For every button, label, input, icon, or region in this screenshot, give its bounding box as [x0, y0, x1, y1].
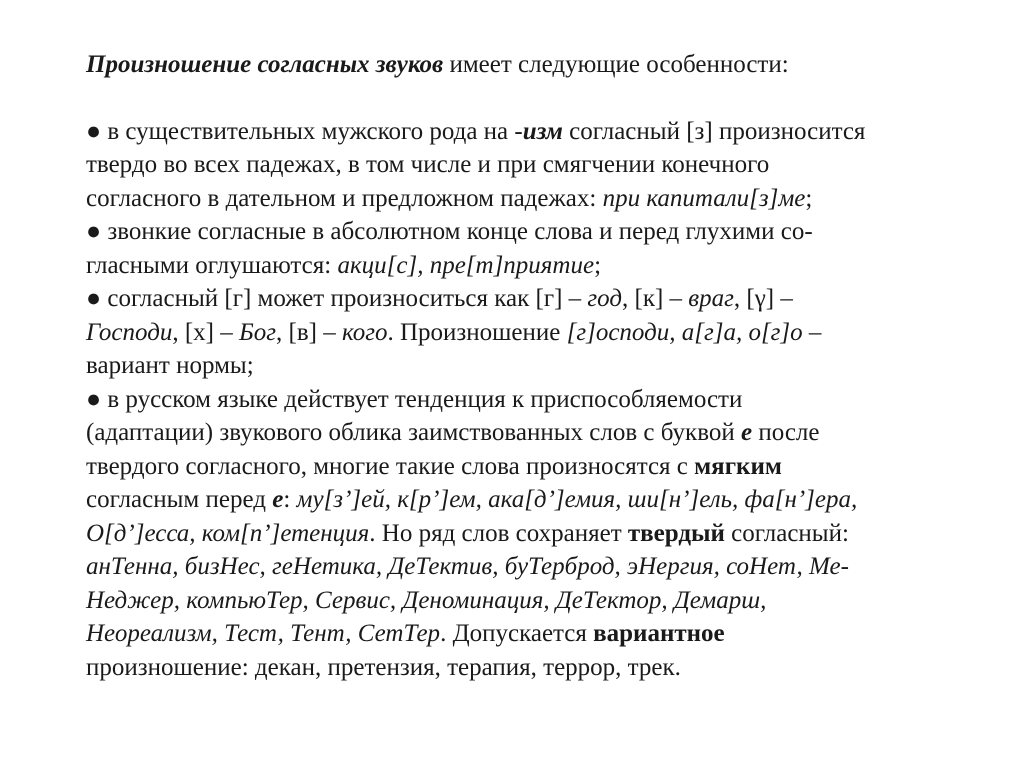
bullet-4-line-6: анТенна, бизНес, геНетика, ДеТектив, буТерброд, эНергия, соНет, Ме- [86, 553, 849, 580]
text-segment: ; [594, 251, 602, 279]
emphasis-variant: вариантное [593, 620, 725, 647]
text-segment: твердого согласного, многие такие слова произносятся с [86, 452, 695, 480]
intro-line [86, 48, 976, 82]
bullet-3 [86, 282, 976, 383]
text-segment: согласный: [724, 519, 849, 547]
bullet-1-line-2: твердо во всех падежах, в том числе и при смягчении конечного [86, 151, 770, 178]
text-segment: . Но ряд слов сохраняет [369, 519, 628, 547]
example: кого [341, 318, 388, 346]
text-segment: : [283, 486, 297, 513]
intro-rest: имеет следующие особенности: [443, 51, 789, 78]
text-segment: , [γ] – [733, 285, 793, 312]
text-segment: гласными оглушаются: [86, 251, 338, 279]
bullet-4-line-8 [86, 617, 976, 651]
bullet-3-line-3: вариант нормы; [86, 352, 254, 379]
text-segment: ● в существительных мужского рода на - [86, 117, 523, 145]
bullet-4-line-3 [86, 450, 976, 484]
bullet-4-line-2 [86, 416, 976, 450]
example: [г]осподи, а[г]а, о[г]о – [566, 318, 822, 346]
example: Неореализм, Тест, Тент, СетТер [86, 620, 441, 647]
bullet-4-line-9: произношение: декан, претензия, терапия, террор, трек. [86, 653, 681, 681]
text-segment: , [в] – [276, 318, 342, 346]
bullet-2 [86, 215, 976, 282]
bullet-1 [86, 115, 976, 216]
example: Господи [86, 318, 173, 346]
text-segment: , [к] – [622, 285, 689, 312]
bullet-1-line-3 [86, 182, 976, 216]
bullet-4-line-7: Неджер, компьюТер, Сервис, Деноминация, ДеТектор, Демарш, [86, 586, 767, 614]
text-segment: после [752, 419, 820, 446]
intro-title: Произношение согласных звуков [86, 51, 444, 78]
bullet-4 [86, 383, 976, 685]
text-segment: . Допускается [440, 620, 594, 647]
bullet-2-line-2 [86, 249, 976, 283]
bullet-4-line-4 [86, 483, 976, 517]
example: Бог [239, 318, 276, 346]
example: год [587, 285, 622, 312]
text-segment: ; [805, 184, 813, 212]
text-segment: согласного в дательном и предложном падежах: [86, 184, 603, 212]
example: О[д’]есса, ком[п’]етенция [86, 519, 370, 547]
letter-e: е [272, 486, 284, 513]
example: му[з’]ей, к[р’]ем, ака[д’]емия, ши[н’]ель, фа[н’]ера, [296, 486, 858, 513]
suffix-izm: изм [522, 117, 563, 145]
emphasis-soft: мягким [694, 452, 782, 480]
text-segment: согласным перед [86, 486, 273, 513]
slide-content [86, 48, 976, 684]
text-segment: , [х] – [172, 318, 239, 346]
bullet-4-line-5 [86, 517, 976, 551]
bullet-1-line-1 [86, 115, 976, 149]
example: враг [688, 285, 734, 312]
bullet-2-line-1: ● звонкие согласные в абсолютном конце слова и перед глухими со- [86, 218, 813, 245]
bullet-3-line-1 [86, 282, 976, 316]
example: при капитали[з]ме [602, 184, 806, 212]
text-segment: (адаптации) звукового облика заимствованных слов с буквой [86, 419, 741, 446]
letter-e: е [740, 419, 753, 446]
bullet-4-line-1: ● в русском языке действует тенденция к приспособляемости [86, 385, 743, 413]
text-segment: согласный [з] произносится [562, 117, 866, 145]
emphasis-hard: твердый [627, 519, 725, 547]
text-segment: ● согласный [г] может произноситься как [г] – [86, 285, 588, 312]
text-segment: . Произношение [387, 318, 567, 346]
example: акци[с], пре[т]приятие [337, 251, 595, 279]
bullet-3-line-2 [86, 316, 976, 350]
